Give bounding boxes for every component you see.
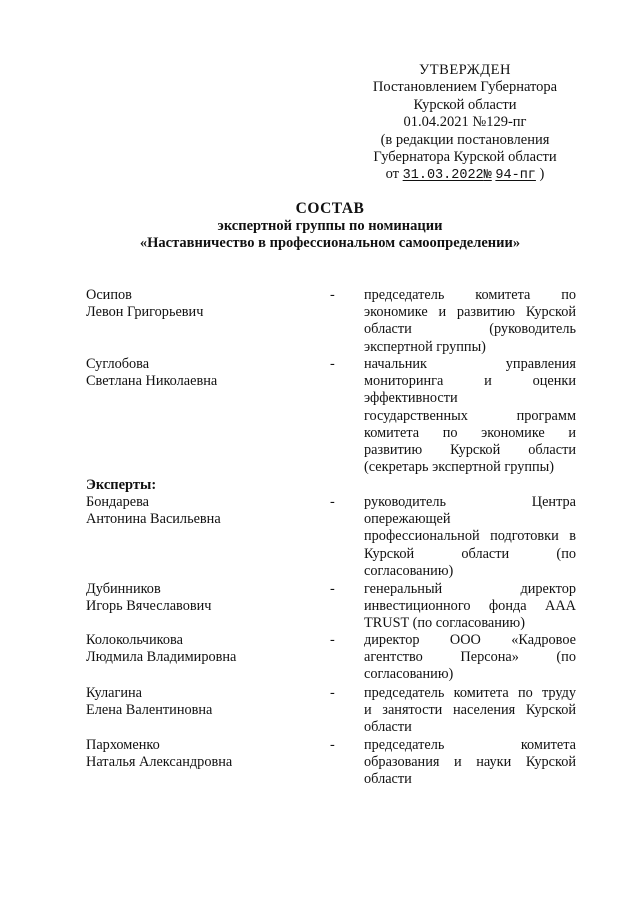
- member-surname: Кулагина: [86, 685, 142, 701]
- role-line: директор ООО «Кадровое: [364, 632, 576, 648]
- from-prefix: от: [385, 166, 400, 183]
- from-close: ): [539, 166, 545, 183]
- role-line: инвестиционного фонда ААА: [364, 598, 576, 615]
- member-name: [86, 737, 316, 771]
- member-dash: -: [330, 737, 335, 753]
- approval-line: Постановлением Губернатора: [372, 79, 558, 96]
- member-surname: Суглобова: [86, 356, 150, 372]
- member-surname: Пархоменко: [86, 737, 160, 753]
- from-number: 94-пг: [495, 168, 536, 184]
- approval-line: Курской области: [413, 96, 517, 113]
- member-dash: -: [330, 494, 335, 510]
- role-line: области (руководитель: [364, 321, 576, 338]
- member-given-name: Светлана Николаевна: [86, 373, 218, 390]
- role-line: согласованию): [364, 562, 454, 579]
- member-dash: -: [330, 581, 335, 597]
- approval-stamp: [360, 62, 570, 185]
- role-line: председатель комитета по труду: [364, 685, 576, 701]
- title-subtitle: экспертной группы по номинации: [217, 217, 443, 234]
- member-role: [364, 581, 576, 633]
- member-role: [364, 287, 576, 356]
- member-given-name: Игорь Вячеславович: [86, 598, 212, 615]
- member-role: [364, 685, 576, 737]
- document-title: [60, 200, 600, 253]
- member-role: [364, 632, 576, 684]
- member-dash: -: [330, 356, 335, 372]
- member-surname: Осипов: [86, 287, 132, 303]
- member-role: [364, 356, 576, 476]
- role-line: руководитель Центра: [364, 494, 576, 510]
- member-name: [86, 632, 316, 666]
- role-line: Курской области (по: [364, 545, 576, 562]
- member-name: [86, 494, 316, 528]
- role-line: (секретарь экспертной группы): [364, 459, 555, 476]
- role-line: агентство Персона» (по: [364, 649, 576, 666]
- member-given-name: Людмила Владимировна: [86, 649, 237, 666]
- role-line: образования и науки Курской: [364, 754, 576, 771]
- member-given-name: Антонина Васильевна: [86, 511, 221, 528]
- role-line: председатель комитета по: [364, 287, 576, 303]
- member-surname: Дубинников: [86, 581, 161, 597]
- member-given-name: Елена Валентиновна: [86, 702, 213, 719]
- role-line: развитию Курской области: [364, 442, 576, 459]
- member-given-name: Наталья Александровна: [86, 754, 233, 771]
- role-line: опережающей: [364, 511, 451, 528]
- approval-heading: УТВЕРЖДЕН: [419, 62, 511, 78]
- member-role: [364, 737, 576, 789]
- member-name: [86, 356, 316, 390]
- member-surname: Колокольчикова: [86, 632, 183, 648]
- role-line: начальник управления: [364, 356, 576, 372]
- role-line: генеральный директор: [364, 581, 576, 597]
- approval-decree-number: 01.04.2021 №129-пг: [403, 114, 527, 131]
- approval-from-row: [360, 166, 570, 184]
- title-main: СОСТАВ: [295, 200, 365, 217]
- section-experts-heading: Эксперты:: [86, 477, 157, 493]
- role-line: экспертной группы): [364, 338, 486, 355]
- role-line: экономике и развитию Курской: [364, 304, 576, 321]
- approval-line: (в редакции постановления: [380, 131, 550, 148]
- from-date: 31.03.2022: [402, 168, 484, 184]
- member-given-name: Левон Григорьевич: [86, 304, 204, 321]
- role-line: комитета по экономике и: [364, 424, 576, 441]
- role-line: и занятости населения Курской: [364, 702, 576, 719]
- role-line: эффективности: [364, 390, 458, 407]
- role-line: TRUST (по согласованию): [364, 615, 525, 632]
- member-surname: Бондарева: [86, 494, 150, 510]
- role-line: профессиональной подготовки в: [364, 528, 576, 545]
- title-nomination: «Наставничество в профессиональном самоопределении»: [139, 235, 521, 251]
- member-dash: -: [330, 685, 335, 701]
- role-line: области: [364, 719, 412, 736]
- role-line: согласованию): [364, 666, 454, 683]
- role-line: председатель комитета: [364, 737, 576, 753]
- member-role: [364, 494, 576, 580]
- member-name: [86, 581, 316, 615]
- member-name: [86, 685, 316, 719]
- member-dash: -: [330, 632, 335, 648]
- member-name: [86, 287, 316, 321]
- member-dash: -: [330, 287, 335, 303]
- role-line: государственных программ: [364, 407, 576, 424]
- role-line: области: [364, 771, 412, 788]
- approval-line: Губернатора Курской области: [373, 149, 557, 166]
- from-number-sign: №: [483, 168, 492, 184]
- role-line: мониторинга и оценки: [364, 373, 576, 390]
